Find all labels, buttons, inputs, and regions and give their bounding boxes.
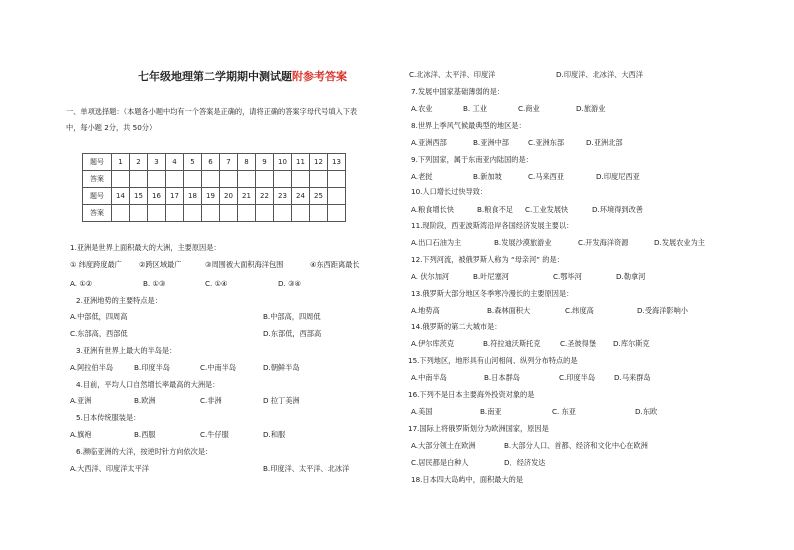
q1-option-d: D. ③④ — [278, 279, 301, 288]
q2-option-c: C.东部高，西部低 — [70, 329, 128, 338]
answer-cell[interactable] — [184, 171, 202, 188]
answer-cell[interactable] — [184, 205, 202, 222]
q11-option-a: A.出口石油为主 — [411, 238, 462, 247]
question-number: 21 — [238, 188, 256, 205]
answer-cell[interactable] — [112, 171, 130, 188]
q16-option-d: D.东欧 — [635, 407, 658, 416]
question-5: 5.日本传统服装是： — [76, 413, 141, 422]
answer-cell[interactable] — [292, 205, 310, 222]
q14-option-d: D.库尔斯克 — [613, 339, 650, 348]
q1-option-b: B. ①③ — [143, 279, 166, 288]
table-row — [83, 205, 346, 222]
instructions-line-2: 中，每小题 2分，共 50分） — [66, 123, 157, 132]
title-main: 七年级地理第二学期期中测试题 — [138, 70, 292, 83]
empty-cell — [328, 205, 346, 222]
q10-option-d: D.环境得到改善 — [592, 205, 643, 214]
question-number: 25 — [310, 188, 328, 205]
question-number: 14 — [112, 188, 130, 205]
answer-cell[interactable] — [202, 171, 220, 188]
question-18: 18.日本四大岛屿中，面积最大的是 — [411, 475, 524, 484]
question-number: 10 — [274, 154, 292, 171]
q13-option-d: D.受海洋影响小 — [637, 306, 688, 315]
q3-option-a: A.阿拉伯半岛 — [70, 363, 114, 372]
q2-option-b: B.中部高，四周低 — [263, 312, 321, 321]
question-number: 15 — [130, 188, 148, 205]
question-16: 16.下列不是日本主要海外投资对象的是 — [408, 390, 535, 399]
q15-option-c: C.印度半岛 — [559, 373, 596, 382]
answer-cell[interactable] — [238, 205, 256, 222]
question-1: 1.亚洲是世界上面积最大的大洲，主要原因是： — [70, 243, 221, 252]
question-12: 12.下列河流，被俄罗斯人称为 “母亲河” 的是： — [411, 255, 564, 264]
question-7: 7.发展中国家基础薄弱的是： — [411, 87, 505, 96]
question-number: 24 — [292, 188, 310, 205]
q1-statement-1: ① 纬度跨度最广 — [70, 260, 122, 269]
q6-option-b: B.印度洋、太平洋、北冰洋 — [263, 464, 350, 473]
answer-cell[interactable] — [310, 171, 328, 188]
q15-option-b: B.日本群岛 — [484, 373, 520, 382]
q5-option-c: C.牛仔服 — [200, 430, 229, 439]
table-row-label: 答案 — [83, 171, 112, 188]
table-row-label: 答案 — [83, 205, 112, 222]
instructions-line-1: 一、单项选择题：（本题各小题中均有一个答案是正确的，请将正确的答案字母代号填入下表 — [66, 107, 358, 116]
q10-option-b: B.粮食不足 — [477, 205, 513, 214]
question-number: 3 — [148, 154, 166, 171]
q4-option-c: C.非洲 — [200, 396, 222, 405]
table-row — [83, 188, 346, 205]
question-number: 18 — [184, 188, 202, 205]
question-number: 7 — [220, 154, 238, 171]
q8-option-c: C.亚洲东部 — [528, 138, 565, 147]
q12-option-b: B.叶尼塞河 — [473, 272, 509, 281]
q15-option-a: A.中南半岛 — [411, 373, 447, 382]
q5-option-d: D.和服 — [263, 430, 286, 439]
answer-cell[interactable] — [238, 171, 256, 188]
table-row-label: 题号 — [83, 154, 112, 171]
q4-option-a: A.亚洲 — [70, 396, 92, 405]
question-number: 9 — [256, 154, 274, 171]
q8-option-a: A.亚洲西部 — [411, 138, 447, 147]
q2-option-a: A.中部低，四周高 — [70, 312, 128, 321]
question-17: 17.国际上将俄罗斯划分为欧洲国家，原因是 — [408, 424, 549, 433]
table-row — [83, 154, 346, 171]
q10-option-a: A.粮食增长快 — [411, 205, 455, 214]
q7-option-d: D.旅游业 — [576, 104, 606, 113]
q1-statement-4: ④东西距离最长 — [310, 260, 360, 269]
question-3: 3.亚洲有世界上最大的半岛是： — [76, 346, 177, 355]
answer-cell[interactable] — [220, 205, 238, 222]
empty-cell — [328, 188, 346, 205]
answer-cell[interactable] — [310, 205, 328, 222]
q9-option-b: B.新加坡 — [473, 172, 502, 181]
q12-option-a: A. 伏尔加河 — [411, 272, 450, 281]
question-number: 22 — [256, 188, 274, 205]
q7-option-a: A.农业 — [411, 104, 433, 113]
question-11: 11.现阶段，西亚波斯湾沿岸各国经济发展主要以： — [411, 221, 574, 230]
q8-option-b: B.亚洲中部 — [473, 138, 509, 147]
answer-cell[interactable] — [130, 205, 148, 222]
title-highlight: 附参考答案 — [292, 70, 347, 83]
q11-option-c: C.开发海洋资源 — [578, 238, 629, 247]
q6-option-a: A.大西洋、印度洋太平洋 — [70, 464, 149, 473]
q4-option-b: B.欧洲 — [134, 396, 156, 405]
answer-cell[interactable] — [148, 171, 166, 188]
q5-option-b: B.西服 — [134, 430, 156, 439]
q5-option-a: A.旗袍 — [70, 430, 92, 439]
q4-option-d: D 拉丁美洲 — [263, 396, 300, 405]
answer-cell[interactable] — [220, 171, 238, 188]
answer-cell[interactable] — [148, 205, 166, 222]
q12-option-d: D.勒拿河 — [616, 272, 646, 281]
answer-table — [82, 153, 346, 222]
question-number: 20 — [220, 188, 238, 205]
question-4: 4.目前，平均人口自然增长率最高的大洲是： — [76, 380, 220, 389]
q9-option-c: C.马来西亚 — [528, 172, 565, 181]
answer-cell[interactable] — [166, 171, 184, 188]
q1-statement-3: ③周围被大面积海洋包围 — [205, 260, 284, 269]
q13-option-b: B.森林面积大 — [487, 306, 531, 315]
q12-option-c: C.鄂毕河 — [553, 272, 582, 281]
question-number: 6 — [202, 154, 220, 171]
answer-cell[interactable] — [202, 205, 220, 222]
q1-option-a: A. ①② — [70, 279, 93, 288]
answer-cell[interactable] — [274, 205, 292, 222]
question-15: 15.下列地区，地形具有山河相间、纵列分布特点的是 — [408, 356, 578, 365]
q6-option-c: C.北冰洋、太平洋、印度洋 — [409, 70, 496, 79]
q16-option-b: B.南亚 — [480, 407, 502, 416]
question-8: 8.世界上季风气候最典型的地区是： — [411, 121, 526, 130]
q17-option-b: B.大部分人口、首都、经济和文化中心在欧洲 — [504, 441, 648, 450]
q11-option-d: D.发展农业为主 — [654, 238, 705, 247]
q10-option-c: C.工业发展快 — [525, 205, 569, 214]
page-title — [138, 68, 347, 84]
question-2: 2.亚洲地势的主要特点是： — [76, 296, 162, 305]
table-row-label: 题号 — [83, 188, 112, 205]
answer-cell[interactable] — [256, 171, 274, 188]
q15-option-d: D.马来群岛 — [614, 373, 651, 382]
q13-option-a: A.地势高 — [411, 306, 440, 315]
q16-option-c: C. 东亚 — [552, 407, 576, 416]
question-6: 6.濒临亚洲的大洋，按逆时针方向依次是： — [76, 447, 213, 456]
q3-option-b: B.印度半岛 — [134, 363, 170, 372]
question-number: 23 — [274, 188, 292, 205]
q17-option-c: C.居民都是白种人 — [411, 458, 469, 467]
q9-option-d: D.印度尼西亚 — [596, 172, 640, 181]
question-14: 14.俄罗斯的第二大城市是： — [411, 322, 502, 331]
question-9: 9.下列国家，属于东南亚内陆国的是： — [411, 155, 533, 164]
q1-statement-2: ②跨区域最广 — [139, 260, 182, 269]
question-number: 12 — [310, 154, 328, 171]
q14-option-b: B.符拉迪沃斯托克 — [483, 339, 541, 348]
table-row — [83, 171, 346, 188]
q9-option-a: A.老挝 — [411, 172, 433, 181]
answer-cell[interactable] — [256, 205, 274, 222]
question-10: 10.人口增长过快导致： — [411, 187, 488, 196]
answer-cell[interactable] — [292, 171, 310, 188]
question-number: 16 — [148, 188, 166, 205]
q1-option-c: C. ①④ — [205, 279, 228, 288]
answer-cell[interactable] — [112, 205, 130, 222]
q17-option-a: A.大部分领土在欧洲 — [411, 441, 476, 450]
answer-cell[interactable] — [328, 171, 346, 188]
question-number: 5 — [184, 154, 202, 171]
q16-option-a: A.美国 — [411, 407, 433, 416]
q14-option-c: C.圣彼得堡 — [560, 339, 597, 348]
answer-cell[interactable] — [274, 171, 292, 188]
question-13: 13.俄罗斯大部分地区冬季寒冷漫长的主要原因是： — [411, 289, 574, 298]
question-number: 19 — [202, 188, 220, 205]
q6-option-d: D.印度洋、北冰洋、大西洋 — [556, 70, 643, 79]
q13-option-c: C.纬度高 — [565, 306, 594, 315]
q3-option-c: C.中南半岛 — [200, 363, 237, 372]
question-number: 8 — [238, 154, 256, 171]
q14-option-a: A.伊尔库茨克 — [411, 339, 455, 348]
q8-option-d: D.亚洲北部 — [586, 138, 623, 147]
q11-option-b: B.发展沙漠旅游业 — [494, 238, 552, 247]
question-number: 13 — [328, 154, 346, 171]
answer-cell[interactable] — [166, 205, 184, 222]
question-number: 17 — [166, 188, 184, 205]
question-number: 2 — [130, 154, 148, 171]
q2-option-d: D.东部低，西部高 — [263, 329, 322, 338]
q7-option-c: C.商业 — [518, 104, 540, 113]
q17-option-d: D．经济发达 — [504, 458, 546, 467]
q7-option-b: B. 工业 — [463, 104, 487, 113]
question-number: 11 — [292, 154, 310, 171]
answer-cell[interactable] — [130, 171, 148, 188]
q3-option-d: D.朝鲜半岛 — [263, 363, 300, 372]
question-number: 4 — [166, 154, 184, 171]
question-number: 1 — [112, 154, 130, 171]
